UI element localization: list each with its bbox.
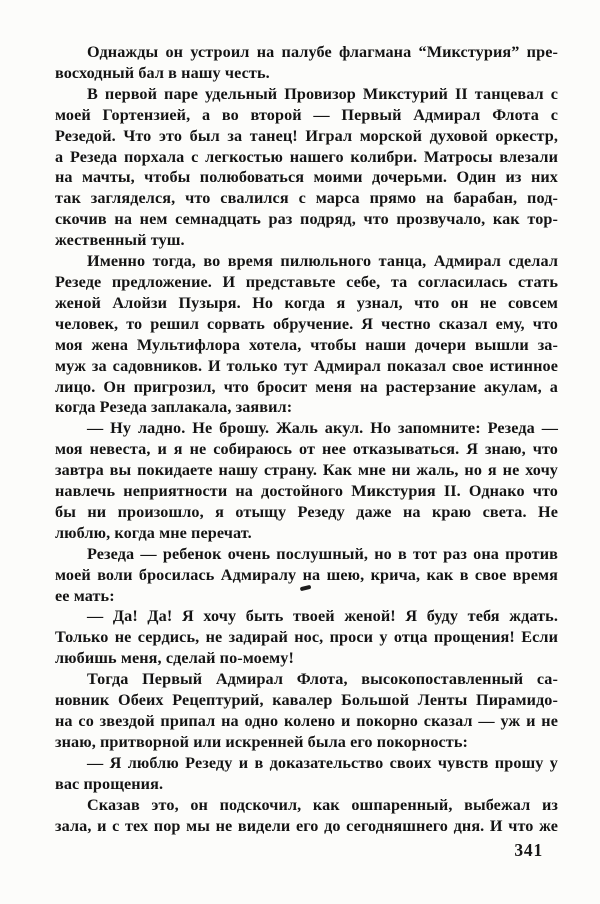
- paragraph: [55, 418, 558, 543]
- page-text: [55, 42, 558, 836]
- text-line: ее мать:: [55, 586, 115, 605]
- text-line: Резеда — ребенок очень послушный, но в тот раз она против: [87, 544, 558, 563]
- text-line: Сказав это, он подскочил, как ошпаренный, выбежал из: [87, 795, 558, 814]
- text-line: навлечь неприятности на достойного Микстурия II. Однако что: [55, 482, 558, 501]
- text-line: зала, и с тех пор мы не видели его до сегодняшнего дня. И что же: [55, 816, 558, 835]
- paragraph: [55, 753, 558, 795]
- text-line: Тогда Первый Адмирал Флота, высокопоставленный са-: [87, 670, 558, 689]
- paragraph: [55, 606, 558, 669]
- text-line: так загляделся, что свалился с марса прямо на барабан, под-: [55, 189, 558, 208]
- paragraph: [55, 251, 558, 418]
- text-line: лицо. Он пригрозил, что бросит меня на растерзание акулам, а: [55, 377, 558, 396]
- text-line: моей воли бросилась Адмиралу на шею, крича, как в свое время: [55, 565, 558, 584]
- text-line: скочив на нем семнадцать раз подряд, что прозвучало, как тор-: [55, 210, 558, 229]
- page-number: 341: [514, 840, 543, 860]
- text-line: — Да! Да! Я хочу быть твоей женой! Я буду тебя ждать.: [87, 607, 558, 626]
- text-line: — Ну ладно. Не брошу. Жаль акул. Но запомните: Резеда —: [87, 419, 558, 438]
- text-line: Однажды он устроил на палубе флагмана “Микстурия” пре-: [87, 43, 558, 61]
- text-line: моя невеста, и я не собираюсь от нее отказываться. Я знаю, что: [55, 440, 558, 459]
- paragraph: [55, 544, 558, 607]
- text-line: Только не сердись, не задирай нос, проси у отца прощения! Если: [55, 628, 558, 647]
- text-line: Резеде предложение. И представьте себе, та согласилась стать: [55, 272, 558, 291]
- text-line: моей Гортензией, а во второй — Первый Адмирал Флота с: [55, 105, 558, 124]
- text-line: на со звездой припал на одно колено и покорно сказал — уж и не: [55, 712, 558, 730]
- text-line: муж за садовников. И только тут Адмирал показал свое истинное: [55, 356, 558, 375]
- text-line: знаю, притворной или искренней была его покорность:: [55, 732, 469, 751]
- text-line: новник Обеих Рецептурий, кавалер Большой Ленты Пирамидо-: [55, 691, 558, 710]
- text-line: жественный туш.: [55, 231, 185, 250]
- text-line: любишь меня, сделай по-моему!: [55, 649, 294, 668]
- text-line: — Я люблю Резеду и в доказательство своих чувств прошу у: [87, 753, 558, 772]
- text-line: человек, то решил сорвать обручение. Я честно сказал ему, что: [55, 314, 558, 333]
- text-line: а Резеда порхала с легкостью нашего колибри. Матросы влезали: [55, 147, 558, 166]
- text-line: завтра вы покидаете нашу страну. Как мне ни жаль, но я не хочу: [55, 461, 558, 480]
- text-line: Резедой. Что это был за танец! Играл морской духовой оркестр,: [55, 126, 558, 145]
- text-line: Именно тогда, во время пилюльного танца, Адмирал сделал: [87, 252, 558, 271]
- text-line: восходный бал в нашу честь.: [55, 63, 270, 82]
- paragraph: [55, 42, 558, 84]
- text-line: бы ни произошло, я отыщу Резеду даже на краю света. Не: [55, 502, 558, 521]
- paragraph: [55, 84, 558, 251]
- text-line: на мачты, чтобы полюбоваться моими дочерьми. Один из них: [55, 168, 558, 187]
- text-line: когда Резеда заплакала, заявил:: [55, 398, 293, 417]
- text-line: вас прощения.: [55, 774, 164, 793]
- text-line: моя жена Мультифлора хотела, чтобы наши дочери вышли за-: [55, 335, 558, 354]
- paragraph: [55, 795, 558, 837]
- text-line: люблю, когда мне перечат.: [55, 523, 252, 542]
- text-line: женой Алойзи Пузыря. Но когда я узнал, что он не совсем: [55, 293, 558, 312]
- paragraph: [55, 669, 558, 753]
- text-line: В первой паре удельный Провизор Микстурий II танцевал с: [87, 84, 558, 103]
